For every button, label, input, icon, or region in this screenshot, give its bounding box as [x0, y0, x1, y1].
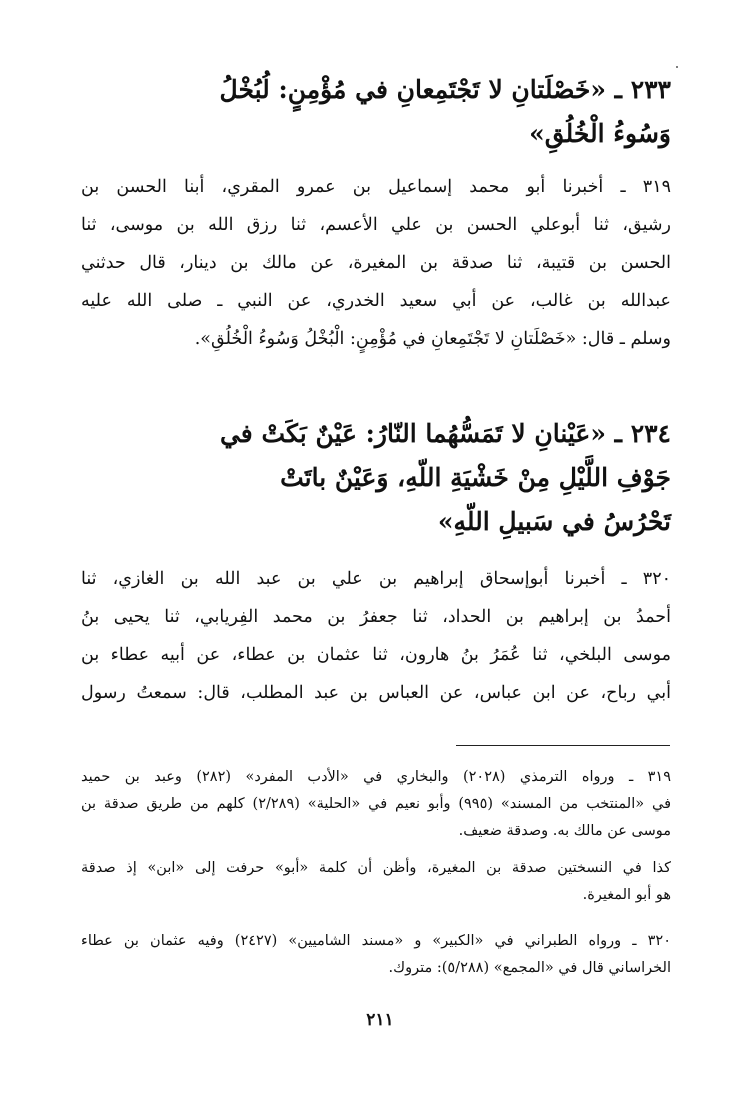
footnote-editor-note	[81, 855, 671, 909]
narration-paragraph-319	[81, 168, 671, 358]
footnote-line: هو أبو المغيرة.	[582, 887, 671, 903]
margin-mark	[676, 66, 678, 68]
footnote-320	[81, 928, 671, 982]
footnote-line: ٣٢٠ ـ ورواه الطبراني في «الكبير» و «مسند الشاميين» (٢٤٢٧) وفيه عثمان بن عطاء	[81, 933, 671, 949]
page-number: ٢١١	[366, 1010, 394, 1030]
heading-line: ٢٣٣ ـ «خَصْلَتانِ لا تَجْتَمِعانِ في مُؤْمِنٍ: لُبُخْلُ	[219, 75, 671, 104]
heading-line: ٢٣٤ ـ «عَيْنانِ لا تَمَسُّهُما النّارُ: عَيْنٌ بَكَتْ في	[219, 419, 671, 448]
paragraph-line: أحمدُ بن إبراهيم بن الحداد، ثنا جعفرُ بن محمد الفِريابي، ثنا يحيى بنُ	[81, 607, 671, 627]
footnote-line: في «المنتخب من المسند» (٩٩٥) وأبو نعيم في «الحلية» (٢/٢٨٩) كلهم من طريق صدقة بن	[81, 796, 671, 812]
paragraph-line: أبي رباح، عن ابن عباس، عن العباس بن عبد المطلب، قال: سمعتُ رسول	[81, 683, 671, 703]
paragraph-line: عبدالله بن غالب، عن أبي سعيد الخدري، عن النبي ـ صلى الله عليه	[81, 291, 671, 311]
heading-line: تَحْرُسُ في سَبيلِ اللّهِ»	[437, 507, 671, 536]
footnote-divider	[456, 745, 670, 746]
footnote-line: الخراساني قال في «المجمع» (٥/٢٨٨): متروك.	[388, 960, 671, 976]
paragraph-line: ٣١٩ ـ أخبرنا أبو محمد إسماعيل بن عمرو المقري، أبنا الحسن بن	[81, 177, 671, 197]
paragraph-line: الحسن بن قتيبة، ثنا صدقة بن المغيرة، عن مالك بن دينار، قال حدثني	[81, 253, 671, 273]
footnote-line: كذا في النسختين صدقة بن المغيرة، وأظن أن كلمة «أبو» حرفت إلى «ابن» إذ صدقة	[81, 860, 671, 876]
footnote-319	[81, 764, 671, 845]
footnote-line: ٣١٩ ـ ورواه الترمذي (٢٠٢٨) والبخاري في «الأدب المفرد» (٢٨٢) وعبد بن حميد	[81, 769, 671, 785]
narration-paragraph-320	[81, 560, 671, 712]
paragraph-line: رشيق، ثنا أبوعلي الحسن بن علي الأعسم، ثنا رزق الله بن موسى، ثنا	[81, 215, 671, 235]
footnote-line: موسى عن مالك به. وصدقة ضعيف.	[458, 823, 671, 839]
hadith-heading-234	[111, 412, 671, 544]
paragraph-line: موسى البلخي، ثنا عُمَرُ بنُ هارون، ثنا عثمان بن عطاء، عن أبيه عطاء بن	[81, 645, 671, 665]
heading-line: جَوْفِ اللَّيْلِ مِنْ خَشْيَةِ اللّهِ، وَعَيْنٌ باتَتْ	[280, 463, 671, 492]
paragraph-line: ٣٢٠ ـ أخبرنا أبوإسحاق إبراهيم بن علي بن عبد الله بن الغازي، ثنا	[81, 569, 671, 589]
paragraph-line: وسلم ـ قال: «خَصْلَتانِ لا تَجْتَمِعانِ في مُؤْمِنٍ: الْبُخْلُ وَسُوءُ الْخُلُقِ».	[194, 329, 671, 349]
hadith-heading-233	[111, 68, 671, 156]
heading-line: وَسُوءُ الْخُلُقِ»	[529, 119, 671, 148]
